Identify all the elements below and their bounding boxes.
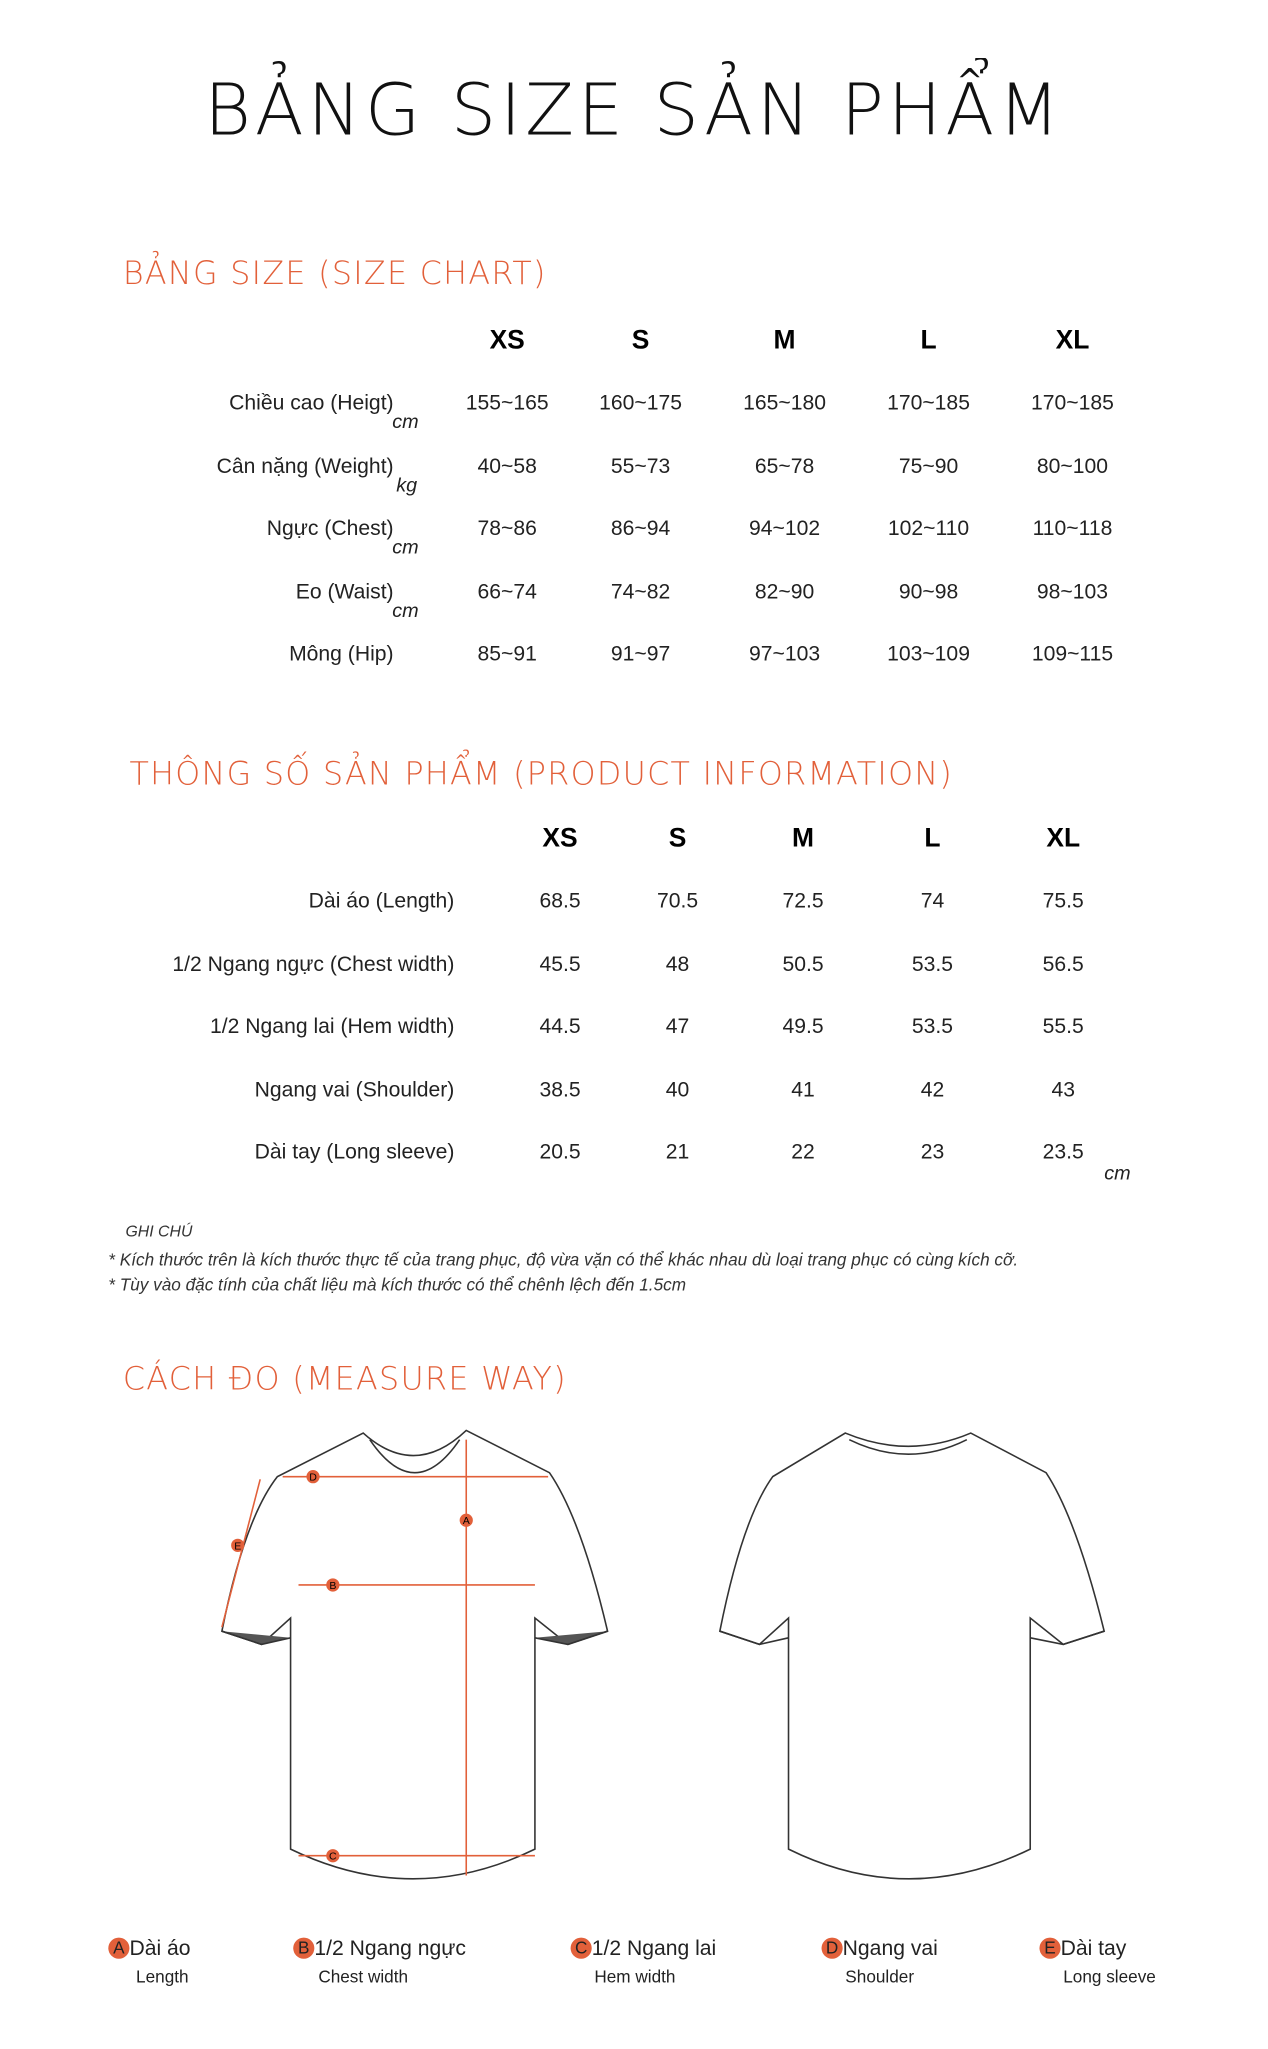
table-cell: 170~185 <box>1031 392 1114 415</box>
table-cell: 50.5 <box>782 953 824 977</box>
row-label: Ngang vai (Shoulder) <box>254 1079 455 1102</box>
size-header: S <box>668 824 687 854</box>
table-cell: 45.5 <box>539 953 581 977</box>
table-cell: 49.5 <box>782 1015 824 1039</box>
row-label: Ngực (Chest) <box>266 517 394 541</box>
table-cell: 97~103 <box>748 643 821 666</box>
legend-marker: E <box>1039 1938 1060 1959</box>
table-cell: 44.5 <box>539 1015 581 1039</box>
table-cell: 74 <box>920 890 945 913</box>
row-label: 1/2 Ngang lai (Hem width) <box>210 1015 455 1039</box>
marker-a-label: A <box>462 1515 470 1528</box>
table-cell: 82~90 <box>754 581 815 604</box>
row-label: Eo (Waist) <box>295 581 394 604</box>
table-cell: 42 <box>920 1079 945 1102</box>
table-cell: 38.5 <box>539 1079 581 1102</box>
marker-c-label: C <box>329 1850 337 1863</box>
legend-label: Ngang vai <box>842 1937 938 1961</box>
table-cell: 90~98 <box>898 581 959 604</box>
legend-label: Dài tay <box>1060 1937 1127 1961</box>
table-cell: 91~97 <box>610 643 671 666</box>
legend-sublabel: Hem width <box>594 1966 676 1987</box>
front-shirt <box>222 1430 608 1878</box>
marker-b-label: B <box>329 1579 337 1592</box>
legend-sublabel: Chest width <box>318 1966 409 1987</box>
table-cell: 86~94 <box>610 517 671 541</box>
size-header: XL <box>1055 326 1090 356</box>
table-cell: 48 <box>665 953 690 977</box>
table-cell: 109~115 <box>1031 643 1114 666</box>
table-cell: 22 <box>791 1141 815 1164</box>
legend-label: 1/2 Ngang lai <box>591 1937 717 1961</box>
table-cell: 103~109 <box>887 643 970 666</box>
size-header: M <box>773 326 796 356</box>
back-shirt <box>720 1433 1104 1879</box>
legend-sublabel: Shoulder <box>845 1966 915 1987</box>
table-cell: 85~91 <box>477 643 537 666</box>
product-info-heading: THÔNG SỐ SẢN PHẨM (PRODUCT INFORMATION) <box>129 755 954 793</box>
table-cell: 75.5 <box>1042 890 1084 913</box>
legend-marker: C <box>571 1938 592 1959</box>
legend-item <box>293 1937 466 1987</box>
table-cell: 68.5 <box>539 890 581 913</box>
row-unit: cm <box>392 599 419 623</box>
marker-e-label: E <box>234 1540 242 1553</box>
table-cell: 53.5 <box>911 953 954 977</box>
row-unit: cm <box>392 536 419 559</box>
legend-label: 1/2 Ngang ngực <box>314 1937 466 1961</box>
table-cell: 47 <box>665 1015 690 1039</box>
note-line: * Tùy vào đặc tính của chất liệu mà kích thước có thể chênh lệch đến 1.5cm <box>108 1274 687 1295</box>
table-cell: 72.5 <box>782 890 824 913</box>
table-cell: 165~180 <box>743 392 826 415</box>
table-cell: 53.5 <box>911 1015 954 1039</box>
row-label: Cân nặng (Weight) <box>216 455 394 479</box>
measure-heading: CÁCH ĐO (MEASURE WAY) <box>122 1360 567 1398</box>
table-cell: 160~175 <box>599 392 683 415</box>
legend-marker: B <box>293 1938 314 1959</box>
table-cell: 23 <box>920 1141 945 1164</box>
table-cell: 80~100 <box>1036 455 1109 479</box>
table-cell: 40~58 <box>477 455 537 479</box>
table-cell: 170~185 <box>887 392 970 415</box>
row-label: Dài áo (Length) <box>308 890 455 913</box>
size-header: S <box>631 326 650 356</box>
table-cell: 21 <box>665 1141 690 1164</box>
marker-d-label: D <box>309 1471 317 1484</box>
table-cell: 41 <box>791 1079 815 1102</box>
table-cell: 70.5 <box>656 890 699 913</box>
table-cell: 78~86 <box>477 517 537 541</box>
table-cell: 23.5 <box>1042 1141 1084 1164</box>
legend-item <box>571 1937 717 1987</box>
row-label: Mông (Hip) <box>289 643 394 666</box>
legend-label: Dài áo <box>129 1937 191 1961</box>
row-unit: kg <box>396 474 418 497</box>
size-header: L <box>924 824 941 854</box>
legend-item <box>1039 1937 1156 1987</box>
product-unit: cm <box>1104 1162 1131 1185</box>
table-cell: 40 <box>665 1079 690 1102</box>
size-header: XS <box>489 326 525 356</box>
table-cell: 74~82 <box>610 581 671 604</box>
legend-sublabel: Length <box>136 1966 189 1987</box>
table-cell: 20.5 <box>539 1141 581 1164</box>
table-cell: 102~110 <box>887 517 970 541</box>
size-chart-heading: BẢNG SIZE (SIZE CHART) <box>122 254 547 292</box>
size-header: L <box>920 326 937 356</box>
table-cell: 55~73 <box>610 455 671 479</box>
legend-item <box>108 1937 191 1987</box>
table-cell: 65~78 <box>754 455 815 479</box>
legend-sublabel: Long sleeve <box>1063 1966 1156 1987</box>
table-cell: 75~90 <box>898 455 959 479</box>
table-cell: 43 <box>1051 1079 1075 1102</box>
legend-marker: A <box>108 1938 129 1959</box>
legend-item <box>822 1937 938 1987</box>
table-cell: 110~118 <box>1032 517 1113 541</box>
table-cell: 56.5 <box>1042 953 1084 977</box>
page-title: BẢNG SIZE SẢN PHẨM <box>204 68 1064 152</box>
row-label: Dài tay (Long sleeve) <box>254 1141 455 1164</box>
row-label: 1/2 Ngang ngực (Chest width) <box>172 953 455 977</box>
size-header: XL <box>1046 824 1081 854</box>
row-label: Chiều cao (Heigt) <box>229 392 394 415</box>
table-cell: 55.5 <box>1042 1015 1084 1039</box>
table-cell: 94~102 <box>748 517 821 541</box>
row-unit: cm <box>392 410 419 434</box>
table-cell: 98~103 <box>1036 581 1109 604</box>
note-line: * Kích thước trên là kích thước thực tế của trang phục, độ vừa vặn có thể khác nhau dù loại trang phục có cùng kích cỡ. <box>108 1249 1019 1270</box>
size-header: M <box>792 824 815 854</box>
table-cell: 155~165 <box>465 392 549 415</box>
legend-marker: D <box>822 1938 843 1959</box>
table-cell: 66~74 <box>477 581 537 604</box>
notes-title: GHI CHÚ <box>125 1221 193 1241</box>
size-header: XS <box>542 824 578 854</box>
